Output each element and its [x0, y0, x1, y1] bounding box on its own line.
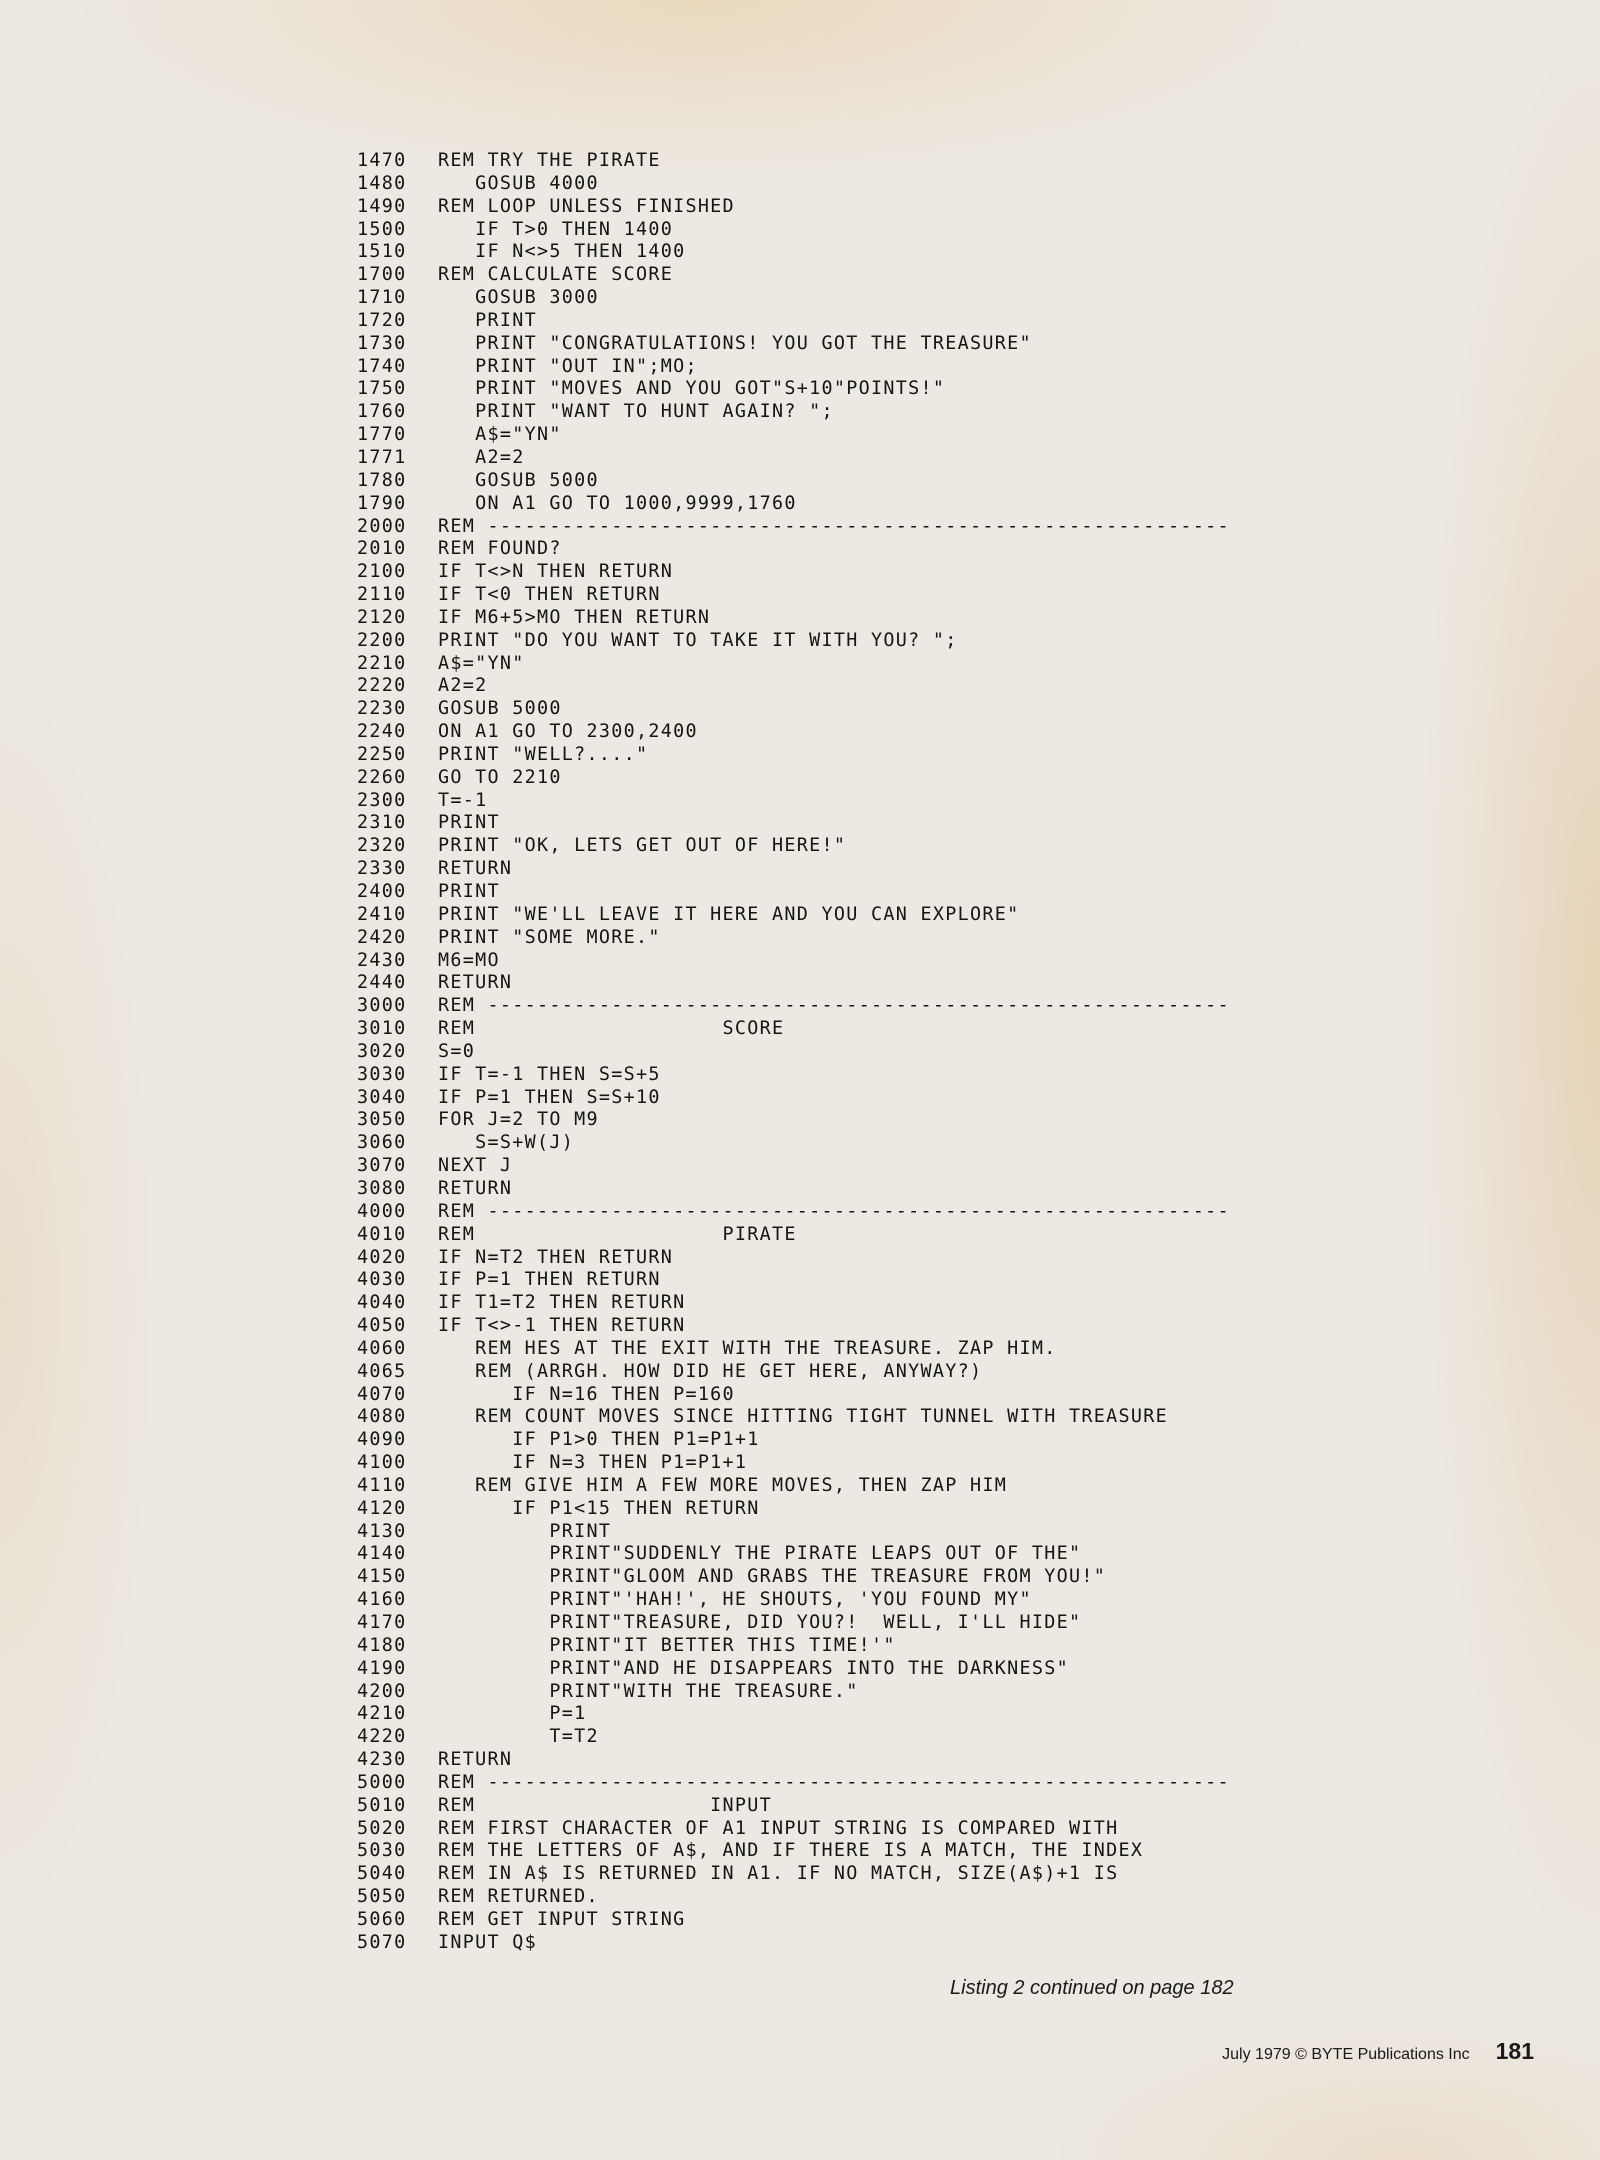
line-number: 1730 [357, 332, 407, 354]
line-number: 4100 [357, 1452, 407, 1474]
line-number: 2330 [357, 858, 407, 880]
code-line [357, 1041, 1357, 1064]
line-code: PRINT "CONGRATULATIONS! YOU GOT THE TREASURE" [438, 332, 1032, 354]
code-line [357, 264, 1357, 287]
code-line [357, 378, 1357, 401]
line-code: PRINT"'HAH!', HE SHOUTS, 'YOU FOUND MY" [438, 1589, 1032, 1611]
code-line [357, 150, 1357, 173]
code-line [357, 424, 1357, 447]
code-line [357, 950, 1357, 973]
code-line [357, 1269, 1357, 1292]
line-code: GO TO 2210 [438, 766, 562, 788]
code-line [357, 1224, 1357, 1247]
line-number: 4230 [357, 1749, 407, 1771]
line-number: 4200 [357, 1680, 407, 1702]
line-number: 3000 [357, 995, 407, 1017]
line-number: 4140 [357, 1543, 407, 1565]
line-number: 4070 [357, 1383, 407, 1405]
line-number: 5020 [357, 1817, 407, 1839]
line-number: 4170 [357, 1612, 407, 1633]
line-number: 2100 [357, 561, 407, 583]
line-number: 4020 [357, 1246, 407, 1268]
line-code: IF T<>-1 THEN RETURN [438, 1315, 686, 1337]
code-line [357, 333, 1357, 356]
code-line [357, 812, 1357, 835]
line-number: 5010 [357, 1794, 407, 1816]
line-number: 3040 [357, 1086, 407, 1108]
line-number: 2400 [357, 881, 407, 902]
code-line [357, 767, 1357, 790]
line-code: GOSUB 3000 [438, 287, 599, 309]
line-code: RETURN [438, 1749, 513, 1771]
line-number: 2220 [357, 675, 407, 697]
line-code: PRINT "MOVES AND YOU GOT"S+10"POINTS!" [438, 378, 946, 400]
line-code: PRINT "WANT TO HUNT AGAIN? "; [438, 401, 834, 423]
line-number: 1470 [357, 150, 407, 171]
line-number: 2420 [357, 926, 407, 948]
code-line [357, 561, 1357, 584]
line-number: 4160 [357, 1589, 407, 1611]
line-number: 5040 [357, 1863, 407, 1885]
line-number: 4120 [357, 1497, 407, 1519]
line-number: 4190 [357, 1657, 407, 1679]
line-number: 1720 [357, 309, 407, 331]
line-number: 4180 [357, 1634, 407, 1656]
line-number: 4060 [357, 1337, 407, 1359]
code-line [357, 1018, 1357, 1041]
code-line [357, 1498, 1357, 1521]
line-number: 2000 [357, 515, 407, 537]
line-number: 1700 [357, 264, 407, 286]
line-code: FOR J=2 TO M9 [438, 1109, 599, 1131]
code-line [357, 835, 1357, 858]
line-number: 5060 [357, 1908, 407, 1930]
line-number: 4040 [357, 1292, 407, 1314]
line-number: 1760 [357, 401, 407, 423]
line-number: 1500 [357, 218, 407, 240]
line-code: A2=2 [438, 675, 488, 697]
line-code: A2=2 [438, 446, 525, 468]
code-line [357, 470, 1357, 493]
line-number: 4130 [357, 1520, 407, 1542]
line-code: REM ------------------------------------------------------------ [438, 1200, 1230, 1222]
code-line [357, 241, 1357, 264]
code-line [357, 584, 1357, 607]
line-number: 5070 [357, 1931, 407, 1953]
line-number: 4065 [357, 1360, 407, 1382]
code-line [357, 744, 1357, 767]
line-code: PRINT "WELL?...." [438, 743, 649, 765]
line-code: PRINT"GLOOM AND GRABS THE TREASURE FROM YOU!" [438, 1566, 1107, 1588]
line-code: PRINT "DO YOU WANT TO TAKE IT WITH YOU? "; [438, 629, 958, 651]
code-line [357, 516, 1357, 539]
line-number: 5000 [357, 1771, 407, 1793]
line-number: 4010 [357, 1223, 407, 1245]
line-number: 4000 [357, 1200, 407, 1222]
page-number: 181 [1495, 2038, 1534, 2064]
code-line [357, 538, 1357, 561]
line-code: INPUT Q$ [438, 1931, 537, 1953]
line-number: 3070 [357, 1155, 407, 1177]
line-number: 2240 [357, 721, 407, 743]
line-code: PRINT "SOME MORE." [438, 926, 661, 948]
code-line [357, 1064, 1357, 1087]
line-code: REM SCORE [438, 1018, 785, 1040]
code-line [357, 219, 1357, 242]
line-number: 1771 [357, 446, 407, 468]
code-line [357, 881, 1357, 904]
footer-date-line: July 1979 © BYTE Publications Inc [1222, 2046, 1470, 2063]
code-line [357, 653, 1357, 676]
line-number: 5030 [357, 1840, 407, 1862]
line-number: 4220 [357, 1726, 407, 1748]
code-line [357, 927, 1357, 950]
code-line [357, 1315, 1357, 1338]
code-line [357, 607, 1357, 630]
code-line [357, 675, 1357, 698]
line-number: 4110 [357, 1474, 407, 1496]
code-line [357, 1109, 1357, 1132]
line-number: 1480 [357, 172, 407, 194]
code-line [357, 287, 1357, 310]
line-code: REM LOOP UNLESS FINISHED [438, 195, 735, 217]
line-number: 4150 [357, 1566, 407, 1588]
line-code: REM ------------------------------------------------------------ [438, 1771, 1230, 1793]
line-number: 1710 [357, 287, 407, 309]
line-number: 1740 [357, 355, 407, 377]
line-code: T=-1 [438, 789, 488, 811]
code-line [357, 1429, 1357, 1452]
code-line [357, 1247, 1357, 1270]
line-number: 2260 [357, 766, 407, 788]
line-code: GOSUB 5000 [438, 698, 562, 720]
line-code: REM GET INPUT STRING [438, 1908, 686, 1930]
line-code: PRINT"IT BETTER THIS TIME!'" [438, 1634, 896, 1656]
line-code: IF P1<15 THEN RETURN [438, 1497, 760, 1519]
code-line [357, 721, 1357, 744]
code-line [357, 698, 1357, 721]
code-line [357, 1292, 1357, 1315]
line-number: 2230 [357, 698, 407, 720]
code-line [357, 1863, 1357, 1886]
line-code: ON A1 GO TO 2300,2400 [438, 721, 698, 743]
code-line [357, 1201, 1357, 1224]
code-line [357, 1772, 1357, 1795]
code-line [357, 356, 1357, 379]
line-code: PRINT "WE'LL LEAVE IT HERE AND YOU CAN EXPLORE" [438, 903, 1020, 925]
line-code: PRINT"WITH THE TREASURE." [438, 1680, 859, 1702]
line-code: PRINT "OUT IN";MO; [438, 355, 698, 377]
line-code: T=T2 [438, 1726, 599, 1748]
line-code: REM HES AT THE EXIT WITH THE TREASURE. ZAP HIM. [438, 1337, 1057, 1359]
code-line [357, 401, 1357, 424]
line-code: RETURN [438, 1177, 513, 1199]
line-code: IF N=T2 THEN RETURN [438, 1246, 674, 1268]
code-line [357, 972, 1357, 995]
line-number: 4050 [357, 1315, 407, 1337]
line-code: PRINT"SUDDENLY THE PIRATE LEAPS OUT OF THE" [438, 1543, 1082, 1565]
code-line [357, 630, 1357, 653]
code-line [357, 1543, 1357, 1566]
code-line [357, 1658, 1357, 1681]
line-code: A$="YN" [438, 424, 562, 446]
line-code: PRINT"TREASURE, DID YOU?! WELL, I'LL HIDE" [438, 1612, 1082, 1633]
line-number: 2210 [357, 652, 407, 674]
line-code: IF T=-1 THEN S=S+5 [438, 1063, 661, 1085]
line-code: REM TRY THE PIRATE [438, 150, 661, 171]
line-code: M6=MO [438, 949, 500, 971]
line-number: 3080 [357, 1177, 407, 1199]
line-number: 5050 [357, 1886, 407, 1908]
line-number: 1780 [357, 469, 407, 491]
line-code: IF T<0 THEN RETURN [438, 584, 661, 606]
line-code: IF T>0 THEN 1400 [438, 218, 674, 240]
line-code: GOSUB 5000 [438, 469, 599, 491]
line-number: 1770 [357, 424, 407, 446]
code-line [357, 1338, 1357, 1361]
code-line [357, 1087, 1357, 1110]
line-number: 2250 [357, 743, 407, 765]
line-code: REM FIRST CHARACTER OF A1 INPUT STRING IS COMPARED WITH [438, 1817, 1119, 1839]
code-line [357, 447, 1357, 470]
line-code: PRINT [438, 309, 537, 331]
line-code: IF M6+5>MO THEN RETURN [438, 606, 711, 628]
code-line [357, 1886, 1357, 1909]
line-code: S=0 [438, 1040, 476, 1062]
line-number: 3060 [357, 1132, 407, 1154]
code-line [357, 1749, 1357, 1772]
code-line [357, 995, 1357, 1018]
code-line [357, 1475, 1357, 1498]
line-number: 3020 [357, 1040, 407, 1062]
line-code: NEXT J [438, 1155, 513, 1177]
line-code: ON A1 GO TO 1000,9999,1760 [438, 492, 797, 514]
line-number: 2430 [357, 949, 407, 971]
line-code: REM COUNT MOVES SINCE HITTING TIGHT TUNNEL WITH TREASURE [438, 1406, 1168, 1428]
line-code: PRINT "OK, LETS GET OUT OF HERE!" [438, 835, 847, 857]
line-number: 3030 [357, 1063, 407, 1085]
line-number: 4080 [357, 1406, 407, 1428]
line-code: PRINT"AND HE DISAPPEARS INTO THE DARKNESS" [438, 1657, 1069, 1679]
line-code: PRINT [438, 881, 500, 902]
code-line [357, 310, 1357, 333]
code-line [357, 493, 1357, 516]
code-line [357, 1406, 1357, 1429]
line-number: 2320 [357, 835, 407, 857]
line-code: IF T1=T2 THEN RETURN [438, 1292, 686, 1314]
code-line [357, 904, 1357, 927]
line-code: P=1 [438, 1703, 587, 1725]
line-number: 1510 [357, 241, 407, 263]
continuation-caption: Listing 2 continued on page 182 [950, 1977, 1234, 1999]
code-line [357, 1589, 1357, 1612]
line-number: 2110 [357, 584, 407, 606]
line-number: 1750 [357, 378, 407, 400]
line-number: 2200 [357, 629, 407, 651]
line-number: 1790 [357, 492, 407, 514]
line-code: REM RETURNED. [438, 1886, 599, 1908]
line-code: REM THE LETTERS OF A$, AND IF THERE IS A MATCH, THE INDEX [438, 1840, 1144, 1862]
code-line [357, 1452, 1357, 1475]
line-code: RETURN [438, 858, 513, 880]
line-code: REM ------------------------------------------------------------ [438, 995, 1230, 1017]
line-number: 2120 [357, 606, 407, 628]
line-code: IF P=1 THEN S=S+10 [438, 1086, 661, 1108]
code-line [357, 1726, 1357, 1749]
line-code: REM FOUND? [438, 538, 562, 560]
line-number: 3050 [357, 1109, 407, 1131]
code-line [357, 1681, 1357, 1704]
code-line [357, 1155, 1357, 1178]
code-line [357, 1178, 1357, 1201]
line-code: IF P1>0 THEN P1=P1+1 [438, 1429, 760, 1451]
line-number: 2010 [357, 538, 407, 560]
line-number: 2410 [357, 903, 407, 925]
line-number: 2440 [357, 972, 407, 994]
code-line [357, 173, 1357, 196]
line-code: PRINT [438, 1520, 612, 1542]
code-line [357, 1361, 1357, 1384]
line-code: IF N=16 THEN P=160 [438, 1383, 735, 1405]
line-code: GOSUB 4000 [438, 172, 599, 194]
line-number: 4030 [357, 1269, 407, 1291]
line-number: 1490 [357, 195, 407, 217]
code-line [357, 1521, 1357, 1544]
line-code: IF P=1 THEN RETURN [438, 1269, 661, 1291]
code-line [357, 1612, 1357, 1635]
line-code: REM PIRATE [438, 1223, 797, 1245]
line-code: REM IN A$ IS RETURNED IN A1. IF NO MATCH, SIZE(A$)+1 IS [438, 1863, 1119, 1885]
code-line [357, 196, 1357, 219]
code-line [357, 858, 1357, 881]
line-number: 3010 [357, 1018, 407, 1040]
page-footer [1222, 2038, 1534, 2065]
line-number: 4210 [357, 1703, 407, 1725]
code-line [357, 1132, 1357, 1155]
line-code: PRINT [438, 812, 500, 834]
line-code: IF T<>N THEN RETURN [438, 561, 674, 583]
code-line [357, 1566, 1357, 1589]
line-number: 2310 [357, 812, 407, 834]
code-line [357, 1795, 1357, 1818]
line-number: 4090 [357, 1429, 407, 1451]
line-code: A$="YN" [438, 652, 525, 674]
code-line [357, 1703, 1357, 1726]
line-code: RETURN [438, 972, 513, 994]
line-code: S=S+W(J) [438, 1132, 575, 1154]
line-code: REM GIVE HIM A FEW MORE MOVES, THEN ZAP HIM [438, 1474, 1008, 1496]
code-line [357, 1840, 1357, 1863]
line-code: REM (ARRGH. HOW DID HE GET HERE, ANYWAY?) [438, 1360, 983, 1382]
code-line [357, 1635, 1357, 1658]
line-code: REM ------------------------------------------------------------ [438, 515, 1230, 537]
code-line [357, 1384, 1357, 1407]
line-code: IF N<>5 THEN 1400 [438, 241, 686, 263]
code-line [357, 790, 1357, 813]
line-code: REM INPUT [438, 1794, 773, 1816]
code-listing [357, 150, 1357, 1955]
line-number: 2300 [357, 789, 407, 811]
code-line [357, 1932, 1357, 1955]
line-code: REM CALCULATE SCORE [438, 264, 674, 286]
line-code: IF N=3 THEN P1=P1+1 [438, 1452, 748, 1474]
code-line [357, 1909, 1357, 1932]
code-line [357, 1818, 1357, 1841]
